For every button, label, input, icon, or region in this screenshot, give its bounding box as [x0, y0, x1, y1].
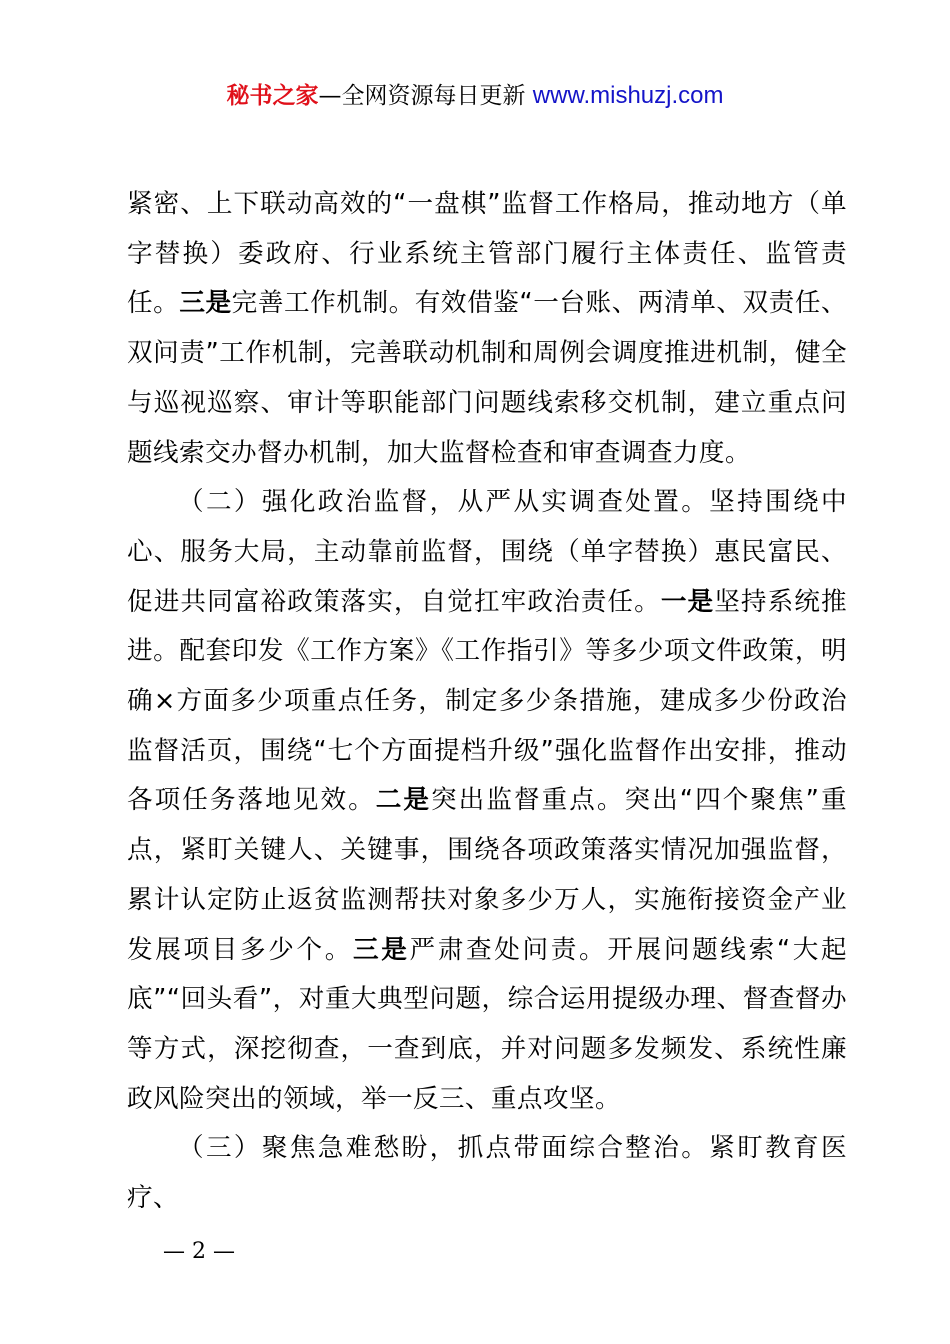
paragraph-2: [127, 478, 847, 1124]
paragraph-2-text-1: （二）强化政治监督，从严从实调查处置。坚持围绕中心、服务大局，主动靠前监督，围绕（单字替换）惠民富民、促进共同富裕政策落实，自觉扛牢政治责任。: [127, 487, 847, 617]
paragraph-1-bold-1: 三是: [179, 288, 232, 319]
page-number: — 2 —: [163, 1239, 235, 1264]
paragraph-1-text-2: 完善工作机制。有效借鉴“一台账、两清单、双责任、双问责”工作机制，完善联动机制和周例会调度推进机制，健全与巡视巡察、审计等职能部门问题线索移交机制，建立重点问题线索交办督办机制，加大监督检查和审查调查力度。: [127, 288, 847, 468]
paragraph-2-bold-2: 二是: [375, 785, 432, 816]
paragraph-2-bold-1: 一是: [660, 586, 715, 617]
document-body: [127, 180, 847, 1224]
site-url: www.mishuzj.com: [532, 82, 724, 109]
paragraph-1: [127, 180, 847, 478]
paragraph-2-text-3: 突出监督重点。突出“四个聚焦”重点，紧盯关键人、关键事，围绕各项政策落实情况加强监督，累计认定防止返贫监测帮扶对象多少万人，实施衔接资金产业发展项目多少个。: [127, 785, 847, 965]
site-brand: 秘书之家: [226, 83, 319, 109]
site-header: [0, 78, 950, 114]
paragraph-3: [127, 1124, 847, 1223]
paragraph-2-bold-3: 三是: [353, 934, 410, 965]
paragraph-2-text-2: 坚持系统推进。配套印发《工作方案》《工作指引》等多少项文件政策，明确×方面多少项重点任务，制定多少条措施，建成多少份政治监督活页，围绕“七个方面提档升级”强化监督作出安排，推动各项任务落地见效。: [127, 586, 847, 816]
paragraph-1-text-1: 紧密、上下联动高效的“一盘棋”监督工作格局，推动地方（单字替换）委政府、行业系统主管部门履行主体责任、监管责任。: [127, 189, 847, 319]
site-tagline: —全网资源每日更新: [318, 83, 533, 109]
paragraph-3-text-1: （三）聚焦急难愁盼，抓点带面综合整治。紧盯教育医疗、: [127, 1133, 847, 1214]
paragraph-2-text-4: 严肃查处问责。开展问题线索“大起底”“回头看”，对重大典型问题，综合运用提级办理、督查督办等方式，深挖彻查，一查到底，并对问题多发频发、系统性廉政风险突出的领域，举一反三、重点攻坚。: [127, 934, 847, 1114]
